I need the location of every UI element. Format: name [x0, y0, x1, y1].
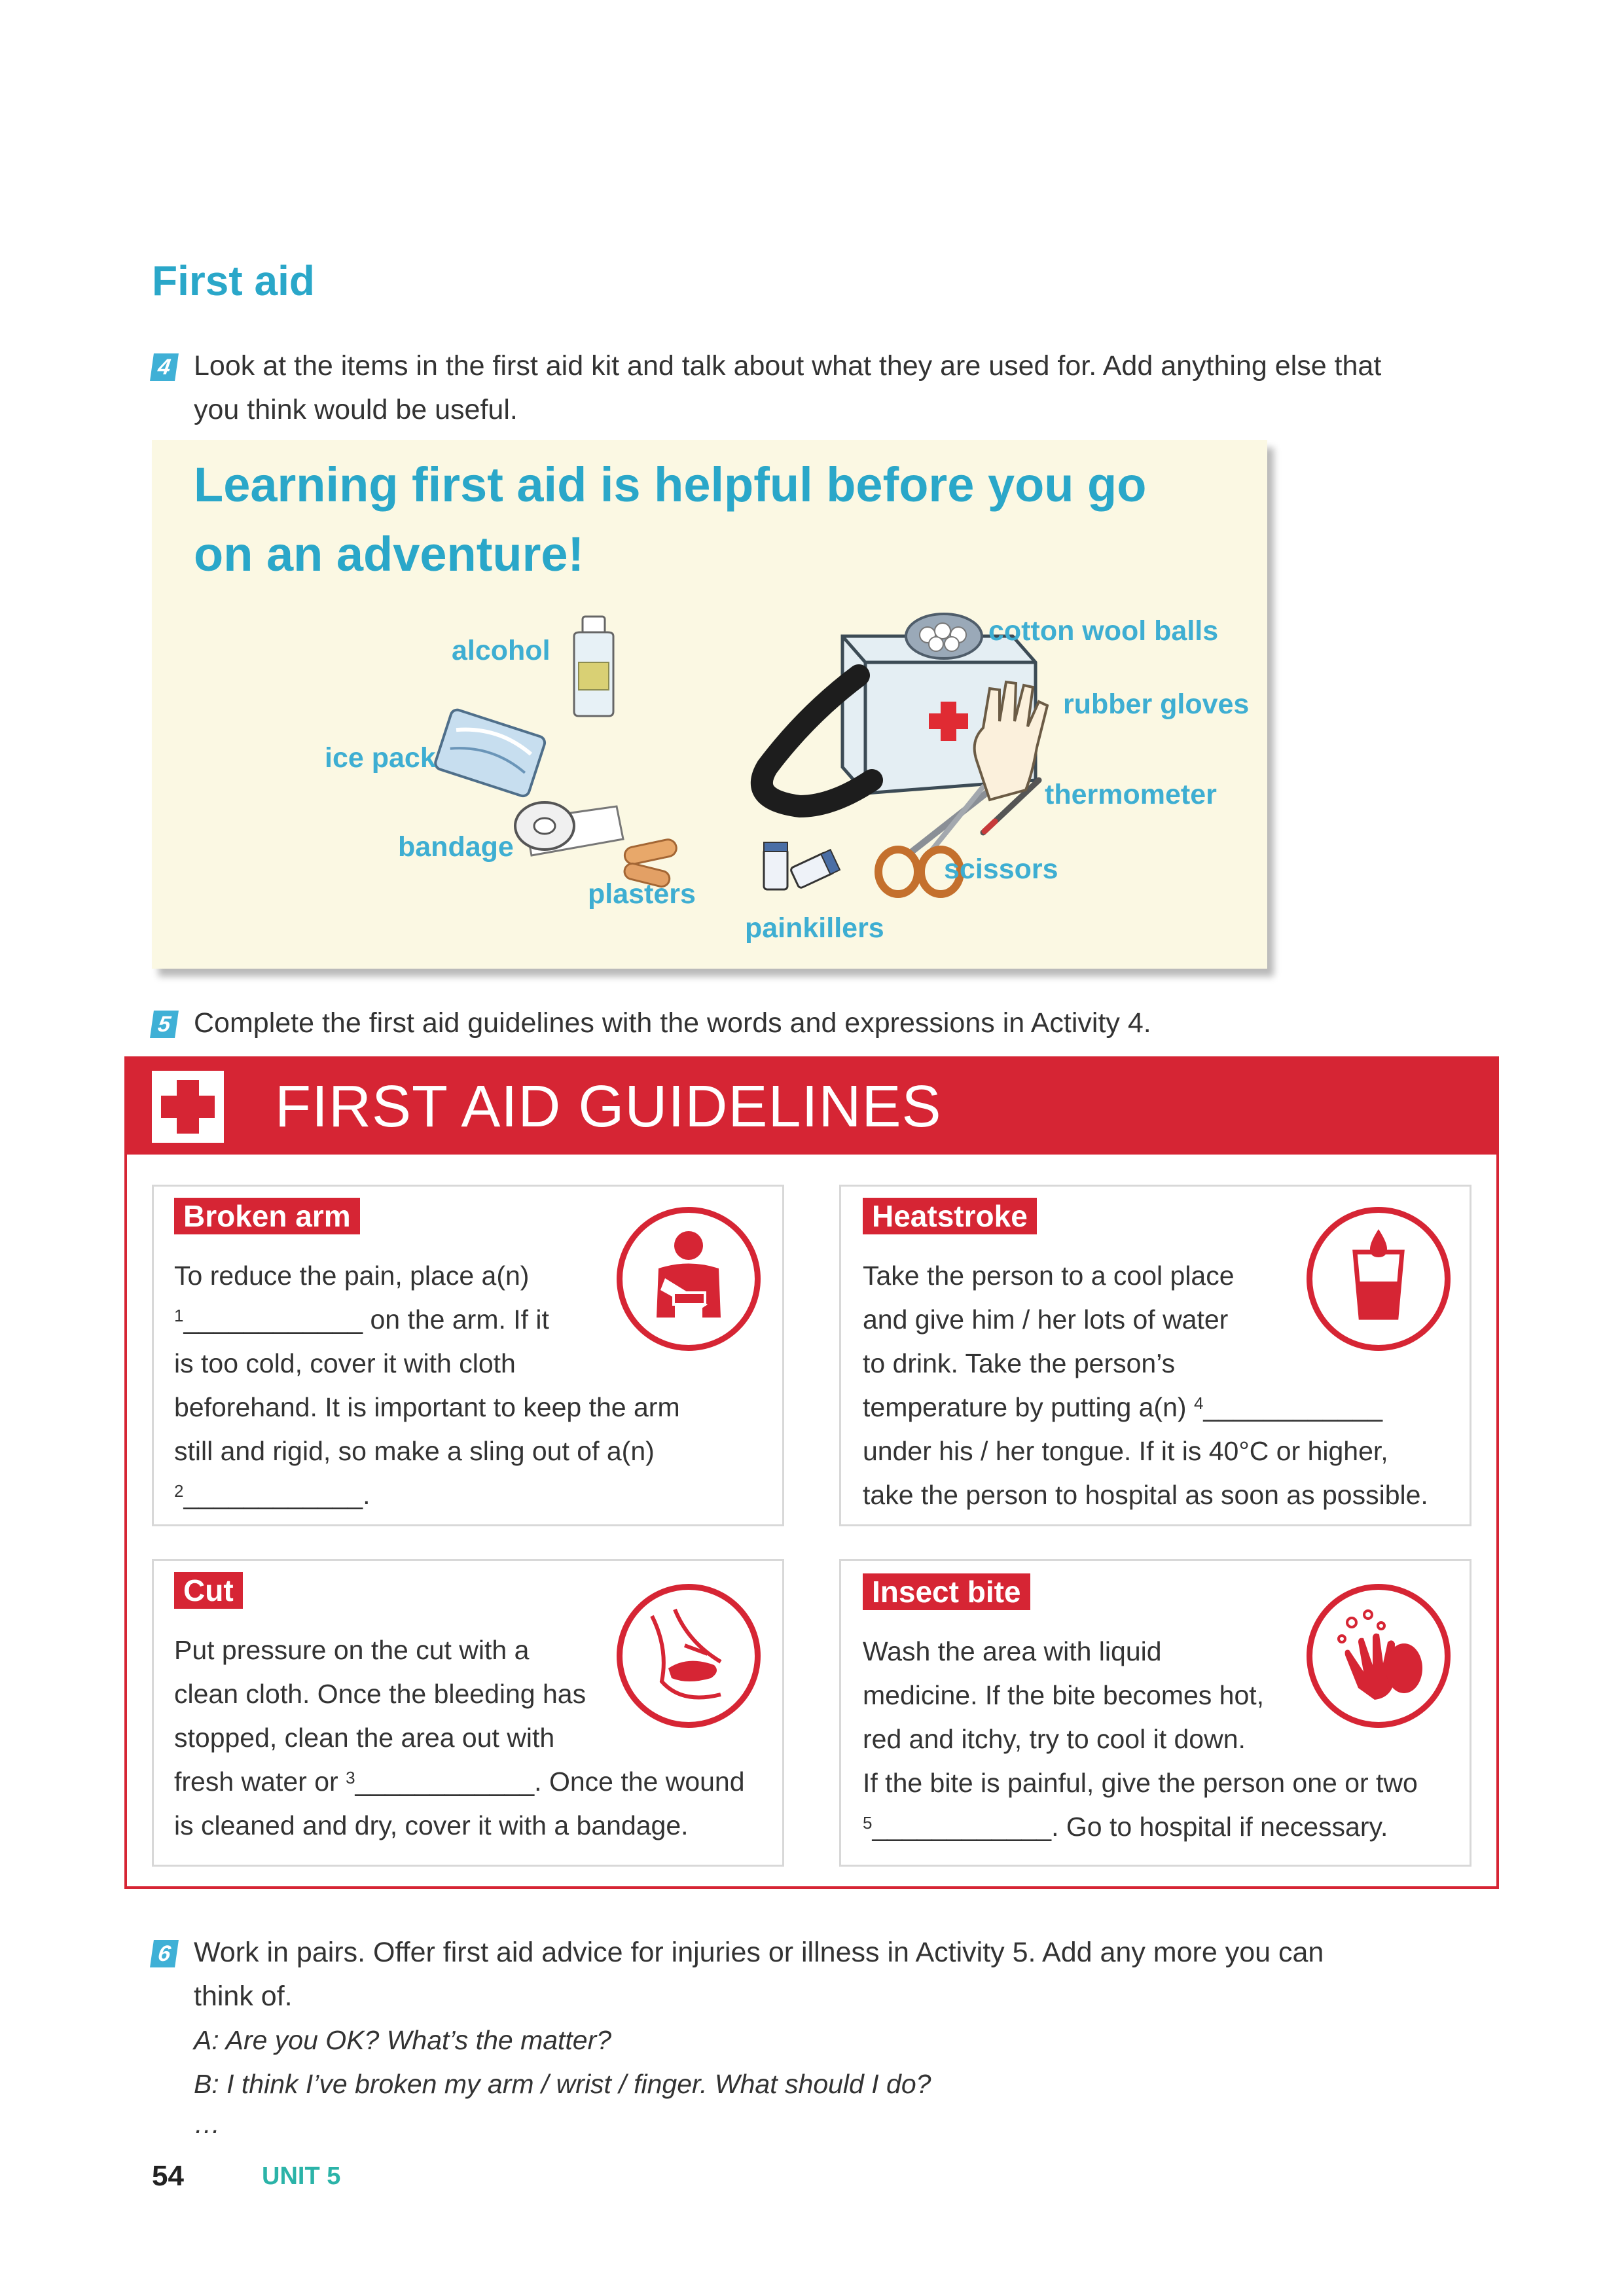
gap-number: 2 [174, 1481, 184, 1501]
activity-4 [152, 344, 1526, 432]
gap-number: 3 [346, 1768, 355, 1787]
gap-number: 1 [174, 1306, 184, 1325]
heatstroke-line: take the person to hospital as soon as possible. [863, 1480, 1428, 1510]
heatstroke-text [863, 1254, 1465, 1517]
section-title: First aid [152, 257, 315, 304]
heatstroke-line [863, 1386, 1465, 1429]
broken-arm-line: To reduce the pain, place a(n) [174, 1261, 530, 1291]
kit-title-line-1: Learning first aid is helpful before you go [194, 457, 1147, 512]
cut-heading: Cut [174, 1572, 243, 1609]
activity-4-line-1: Look at the items in the first aid kit and talk about what they are used for. Add anything else that [194, 350, 1382, 382]
activity-6-line-2: think of. [194, 1981, 293, 2012]
insect-bite-line: medicine. If the bite becomes hot, [863, 1680, 1265, 1710]
cut-line [174, 1760, 776, 1804]
cut-line: Put pressure on the cut with a [174, 1635, 530, 1665]
broken-arm-heading: Broken arm [174, 1198, 360, 1234]
gap-number: 5 [863, 1813, 873, 1833]
insect-bite-line: red and itchy, try to cool it down. [863, 1724, 1246, 1754]
broken-arm-line: beforehand. It is important to keep the arm [174, 1392, 680, 1422]
page-number: 54 [152, 2160, 184, 2192]
ice-pack-icon [434, 708, 547, 798]
broken-arm-line [174, 1473, 776, 1517]
cut-text [174, 1628, 776, 1848]
painkillers-icon [764, 842, 840, 889]
heatstroke-line: and give him / her lots of water [863, 1304, 1229, 1335]
heatstroke-line: Take the person to a cool place [863, 1261, 1235, 1291]
activity-number: 5 [150, 1011, 179, 1038]
kit-title-line-2: on an adventure! [194, 527, 585, 581]
heatstroke-line: under his / her tongue. If it is 40°C or higher, [863, 1436, 1388, 1466]
insect-bite-line: If the bite is painful, give the person one or two [863, 1768, 1418, 1798]
activity-5-instruction: Complete the first aid guidelines with the words and expressions in Activity 4. [194, 1007, 1151, 1039]
guidelines-title: FIRST AID GUIDELINES [275, 1074, 942, 1139]
dialog-line-a: A: Are you OK? What’s the matter? [194, 2025, 612, 2055]
broken-arm-text [174, 1254, 776, 1517]
gap-3[interactable]: ____________. Once the wound [355, 1767, 745, 1797]
cotton-wool-balls-icon [906, 614, 982, 658]
dialog-ellipsis: … [194, 2109, 221, 2139]
cut-line: stopped, clean the area out with [174, 1723, 555, 1753]
activity-4-line-2: you think would be useful. [194, 394, 518, 425]
heatstroke-heading: Heatstroke [863, 1198, 1037, 1234]
heatstroke-line-text: temperature by putting a(n) [863, 1392, 1187, 1422]
activity-6-line-1: Work in pairs. Offer first aid advice for injuries or illness in Activity 5. Add any more you can [194, 1937, 1324, 1968]
bandage-roll-icon [515, 802, 623, 855]
insect-bite-line [863, 1805, 1465, 1849]
label-scissors: scissors [944, 853, 1058, 885]
activity-number: 6 [150, 1940, 179, 1967]
unit-label: UNIT 5 [262, 2162, 341, 2190]
heatstroke-line: to drink. Take the person’s [863, 1348, 1176, 1378]
insect-bite-text [863, 1630, 1465, 1849]
label-thermometer: thermometer [1045, 779, 1217, 810]
gap-number: 4 [1193, 1393, 1204, 1413]
cut-line: is cleaned and dry, cover it with a bandage. [174, 1810, 689, 1840]
broken-arm-line: still and rigid, so make a sling out of a(n) [174, 1436, 655, 1466]
gap-1[interactable]: ____________ on the arm. If it [183, 1304, 549, 1335]
dialog-line-b: B: I think I’ve broken my arm / wrist / finger. What should I do? [194, 2069, 931, 2099]
alcohol-bottle-icon [574, 617, 613, 716]
broken-arm-line [174, 1298, 776, 1342]
label-alcohol: alcohol [452, 635, 550, 666]
label-bandage: bandage [398, 831, 514, 863]
label-cotton-wool-balls: cotton wool balls [988, 615, 1219, 647]
label-painkillers: painkillers [745, 912, 884, 944]
broken-arm-line: is too cold, cover it with cloth [174, 1348, 516, 1378]
gap-5[interactable]: ____________. Go to hospital if necessary. [872, 1812, 1388, 1842]
cut-line: clean cloth. Once the bleeding has [174, 1679, 586, 1709]
insect-bite-line: Wash the area with liquid [863, 1636, 1162, 1666]
gap-2[interactable]: ____________. [183, 1480, 370, 1510]
label-rubber-gloves: rubber gloves [1063, 689, 1250, 720]
red-cross-icon [152, 1071, 224, 1143]
activity-5 [152, 1001, 1526, 1045]
label-plasters: plasters [588, 878, 696, 910]
cut-line-text: fresh water or [174, 1767, 338, 1797]
insect-bite-heading: Insect bite [863, 1573, 1030, 1610]
gap-4[interactable]: ____________ [1203, 1392, 1383, 1422]
activity-number: 4 [150, 353, 179, 381]
label-ice-pack: ice pack [325, 742, 436, 774]
activity-6 [152, 1931, 1526, 2018]
